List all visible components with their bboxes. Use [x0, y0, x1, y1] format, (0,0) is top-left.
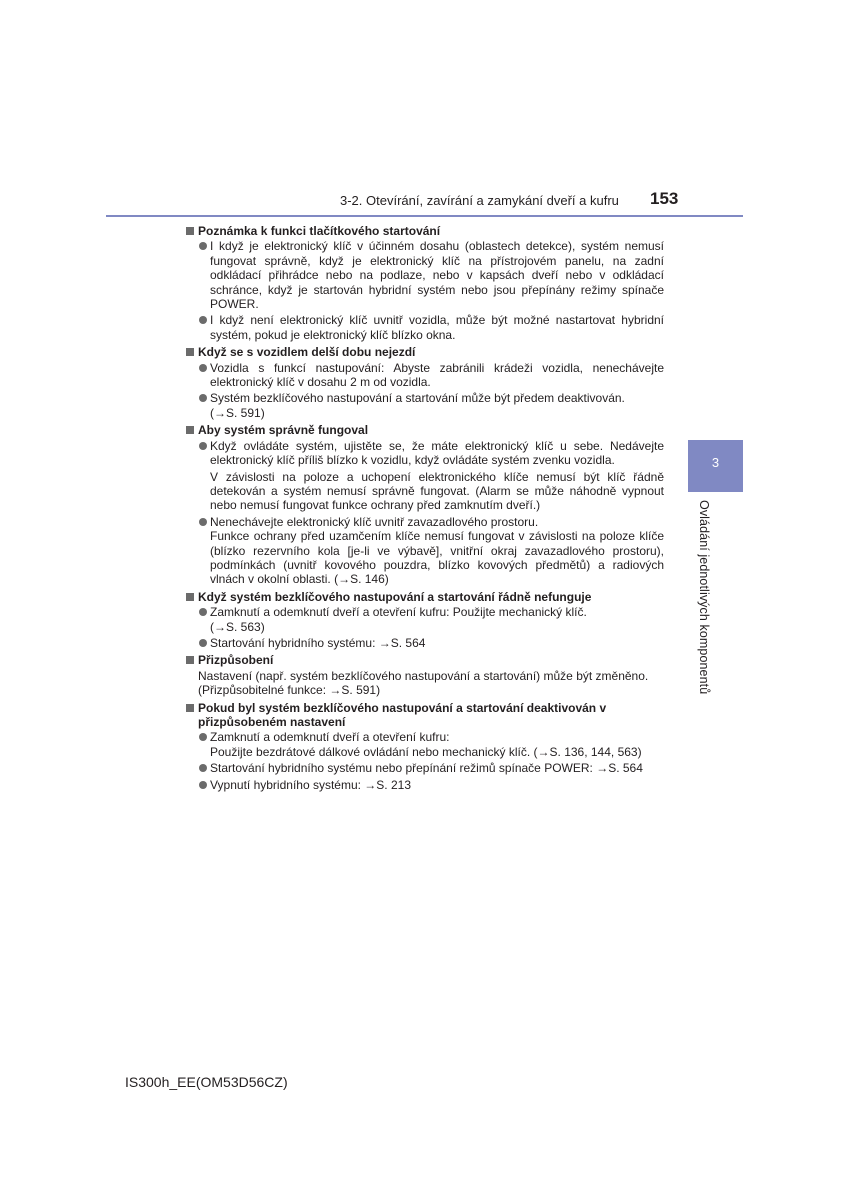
paragraph: V závislosti na poloze a uchopení elektronického klíče nemusí být klíč řádně detekován a systém nemusí správně fungovat. (Alarm se může náhodně vypnout nebo nemusí fungovat funkce ochrany před zamknutím dveří.) [210, 469, 664, 513]
square-bullet-icon [186, 227, 194, 235]
chapter-title: Ovládání jednotlivých komponentů [697, 500, 711, 695]
list-item [184, 778, 664, 792]
section-heading [184, 423, 664, 437]
round-bullet-icon [199, 364, 207, 372]
page-content [184, 224, 664, 794]
round-bullet-icon [199, 394, 207, 402]
page-number: 153 [650, 189, 679, 208]
list-item [184, 636, 664, 650]
section-heading [184, 224, 664, 238]
item-text: Startování hybridního systému: →S. 564 [210, 635, 426, 650]
document-code: IS300h_EE(OM53D56CZ) [125, 1074, 288, 1090]
item-text: Systém bezklíčového nastupování a startování může být předem deaktivován. (→S. 591) [210, 391, 625, 420]
chapter-tab[interactable] [688, 440, 743, 492]
header-rule [106, 215, 743, 217]
item-text: Startování hybridního systému nebo přepínání režimů spínače POWER: →S. 564 [210, 761, 643, 776]
item-text: Zamknutí a odemknutí dveří a otevření kufru: Použijte mechanický klíč. (→S. 563) [210, 605, 587, 634]
section-heading [184, 345, 664, 359]
paragraph: Nastavení (např. systém bezklíčového nastupování a startování) může být změněno. (Přizpůsobitelné funkce: →S. 591) [198, 668, 649, 698]
heading-text: Poznámka k funkci tlačítkového startování [198, 224, 441, 238]
list-item [184, 313, 664, 342]
section-heading [184, 590, 664, 604]
chapter-number: 3 [711, 455, 720, 470]
square-bullet-icon [186, 426, 194, 434]
heading-text: Když systém bezklíčového nastupování a startování řádně nefunguje [198, 589, 592, 604]
heading-text: Aby systém správně fungoval [198, 423, 369, 438]
list-item [184, 361, 664, 390]
list-item [184, 605, 664, 634]
list-item [184, 239, 664, 311]
item-text: Vypnutí hybridního systému: →S. 213 [210, 777, 411, 792]
item-text: Nenechávejte elektronický klíč uvnitř zavazadlového prostoru. [210, 514, 539, 529]
heading-text: Když se s vozidlem delší dobu nejezdí [198, 345, 416, 360]
section-heading [184, 701, 664, 730]
list-item [184, 391, 664, 420]
round-bullet-icon [199, 442, 207, 450]
square-bullet-icon [186, 704, 194, 712]
round-bullet-icon [199, 764, 207, 772]
round-bullet-icon [199, 242, 207, 250]
round-bullet-icon [199, 639, 207, 647]
round-bullet-icon [199, 316, 207, 324]
square-bullet-icon [186, 656, 194, 664]
item-text: Když ovládáte systém, ujistěte se, že máte elektronický klíč u sebe. Nedávejte elektronický klíč příliš blízko k vozidlu, když ovládáte systém zvenku vozidla. [210, 438, 664, 468]
paragraph: Funkce ochrany před uzamčením klíče nemusí fungovat v závislosti na poloze klíče (blízko rezervního kola [je-li ve výbavě], vnitřní okraj zavazadlového prostoru), podmínkách (uvnitř kovového pouzdra, blízko kovových předmětů) a radiových vlnách v okolní oblasti. (→S. 146) [210, 529, 664, 587]
round-bullet-icon [199, 781, 207, 789]
item-text: I když není elektronický klíč uvnitř vozidla, může být možné nastartovat hybridní systém, pokud je elektronický klíč blízko okna. [210, 313, 664, 342]
list-item [184, 761, 664, 775]
section-heading [184, 653, 664, 667]
section-title: 3-2. Otevírání, zavírání a zamykání dveří a kufru [340, 193, 619, 208]
list-item [184, 515, 664, 529]
list-item [184, 439, 664, 468]
item-text: Zamknutí a odemknutí dveří a otevření kufru: Použijte bezdrátové dálkové ovládání nebo mechanický klíč. (→S. 136, 144, 563) [210, 730, 642, 759]
list-item [184, 730, 664, 759]
item-text: Vozidla s funkcí nastupování: Abyste zabránili krádeži vozidla, nenechávejte elektronický klíč v dosahu 2 m od vozidla. [210, 360, 664, 390]
heading-text: Pokud byl systém bezklíčového nastupování a startování deaktivován v přizpůsobeném nastavení [198, 700, 607, 729]
round-bullet-icon [199, 608, 207, 616]
item-text: I když je elektronický klíč v účinném dosahu (oblastech detekce), systém nemusí fungovat správně, když je elektronický klíč na přístrojovém panelu, na zadní odkládací přihrádce nebo na podlaze, nebo v kapsách dveří nebo v odkládací schránce, když je startován hybridní systém nebo jsou přepínány režimy spínače POWER. [210, 239, 664, 312]
square-bullet-icon [186, 593, 194, 601]
heading-text: Přizpůsobení [198, 653, 274, 668]
square-bullet-icon [186, 348, 194, 356]
round-bullet-icon [199, 733, 207, 741]
round-bullet-icon [199, 518, 207, 526]
